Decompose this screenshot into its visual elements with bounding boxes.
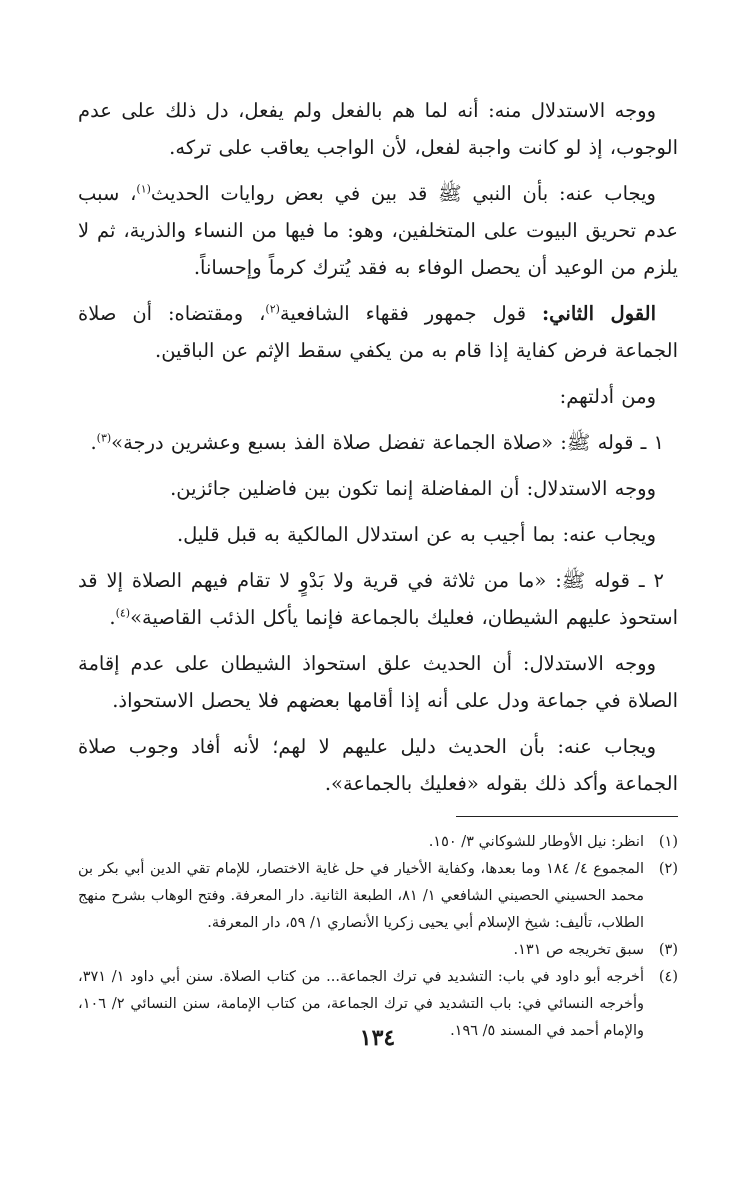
paragraph-text: . (109, 606, 116, 629)
paragraph-text: ، سبب عدم تحريق البيوت على المتخلفين، وهو: ما فيها من النساء والذرية، ثم لا يلزم من الوعيد أن يحصل الوفاء به فقد يُترك كرماً وإحساناً. (78, 182, 678, 279)
footnotes-section (78, 829, 678, 1045)
footnote-number: (٣) (658, 942, 678, 958)
footnote-2 (78, 856, 678, 937)
paragraph-text: ، ومقتضاه: أن صلاة الجماعة فرض كفاية إذا قام به من يكفي سقط الإثم عن الباقين. (78, 302, 678, 362)
paragraph-response-3 (78, 728, 678, 802)
paragraph-evidence-2 (78, 562, 678, 636)
footnote-text: انظر: نيل الأوطار للشوكاني ٣/ ١٥٠. (428, 834, 644, 850)
paragraph-istidlal-1 (78, 92, 678, 166)
section-heading: القول الثاني: (541, 302, 656, 325)
paragraph-text: ١ ـ قوله ﷺ: «صلاة الجماعة تفضل صلاة الفذ بسبع وعشرين درجة» (111, 431, 664, 454)
paragraph-istidlal-2 (78, 470, 678, 507)
paragraph-text: ووجه الاستدلال: أن الحديث علق استحواذ الشيطان على عدم إقامة الصلاة في جماعة ودل على أنه إذا أقامها بعضهم فلا يحصل الاستحواذ. (78, 652, 678, 712)
paragraph-text: ومن أدلتهم: (559, 385, 656, 408)
paragraph-evidence-intro (78, 378, 678, 415)
footnote-ref-2[interactable]: (٢) (265, 302, 280, 316)
paragraph-evidence-1 (78, 424, 678, 461)
page-body (78, 92, 678, 1045)
paragraph-text: ووجه الاستدلال: أن المفاضلة إنما تكون بين فاضلين جائزين. (170, 477, 656, 500)
paragraph-text: ٢ ـ قوله ﷺ: «ما من ثلاثة في قرية ولا بَدْوٍ لا تقام فيهم الصلاة إلا قد استحوذ عليهم الشيطان، فعليك بالجماعة فإنما يأكل الذئب القاصية» (78, 569, 678, 629)
paragraph-response-1 (78, 175, 678, 286)
paragraph-text: . (90, 431, 97, 454)
footnote-ref-4[interactable]: (٤) (115, 606, 131, 620)
paragraph-text: ويجاب عنه: بأن الحديث دليل عليهم لا لهم؛ لأنه أفاد وجوب صلاة الجماعة وأكد ذلك بقوله «فعليك بالجماعة». (78, 735, 678, 795)
footnote-text: أخرجه أبو داود في باب: التشديد في ترك الجماعة... من كتاب الصلاة. سنن أبي داود ١/ ٣٧١، وأخرجه النسائي في: باب التشديد في ترك الجماعة، من كتاب الإمامة، سنن النسائي ٢/ ١٠٦، والإمام أحمد في المسند ٥/ ١٩٦. (78, 969, 644, 1039)
footnote-ref-1[interactable]: (١) (136, 182, 151, 196)
footnote-text: سبق تخريجه ص ١٣١. (513, 942, 644, 958)
page-number: ١٣٤ (359, 1025, 396, 1051)
footnote-number: (٤) (658, 969, 678, 985)
footnote-1 (78, 829, 678, 856)
paragraph-istidlal-3 (78, 645, 678, 719)
footnote-3 (78, 937, 678, 964)
footnote-ref-3[interactable]: (٣) (96, 431, 112, 445)
footnote-text: المجموع ٤/ ١٨٤ وما بعدها، وكفاية الأخيار في حل غاية الاختصار، للإمام تقي الدين أبي بكر بن محمد الحسيني الحصيني الشافعي ١/ ٨١، الطبعة الثانية. دار المعرفة. وفتح الوهاب بشرح منهج الطلاب، تأليف: شيخ الإسلام أبي يحيى زكريا الأنصاري ١/ ٥٩، دار المعرفة. (78, 861, 645, 931)
paragraph-text: ويجاب عنه: بأن النبي ﷺ قد بين في بعض روايات الحديث (150, 182, 656, 205)
paragraph-text: ويجاب عنه: بما أجيب به عن استدلال المالكية به قبل قليل. (176, 523, 656, 546)
paragraph-text: قول جمهور فقهاء الشافعية (279, 302, 542, 325)
paragraph-text: ووجه الاستدلال منه: أنه لما هم بالفعل ولم يفعل، دل ذلك على عدم الوجوب، إذ لو كانت واجبة لفعل، لأن الواجب يعاقب على تركه. (78, 99, 678, 159)
footnote-divider (456, 816, 678, 817)
footnote-number: (٢) (658, 861, 678, 877)
footnote-number: (١) (658, 834, 678, 850)
paragraph-second-opinion (78, 295, 678, 369)
paragraph-response-2 (78, 516, 678, 553)
